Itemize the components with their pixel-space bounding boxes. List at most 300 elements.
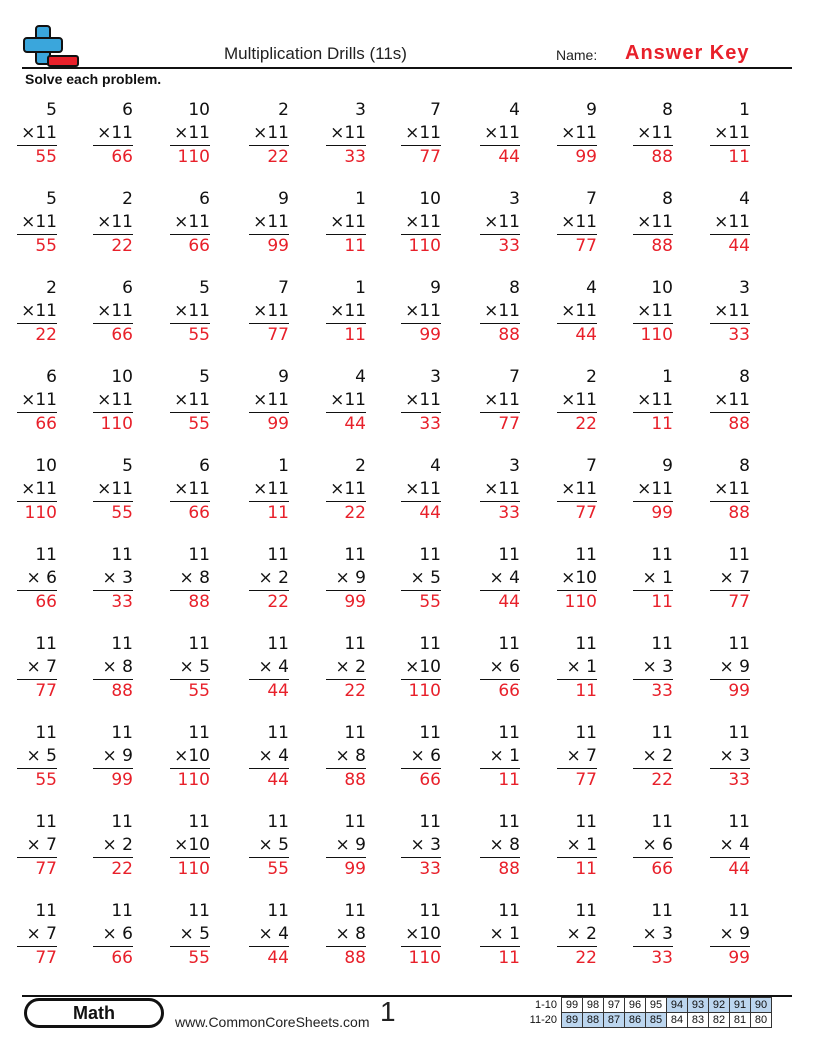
problem [557,811,597,881]
problem-top-number: 11 [498,723,520,743]
problem-top-number: 6 [122,278,133,298]
problem-top-number: 7 [586,456,597,476]
problem [557,633,597,703]
problem-top-number: 7 [509,367,520,387]
problem-multiplier: × 8 [170,567,210,591]
problem [326,277,366,347]
problem-multiplier: ×11 [170,211,210,235]
problem [17,277,57,347]
problem [633,544,673,614]
problem-top-number: 10 [651,278,673,298]
problem-answer: 66 [35,414,57,434]
problem-multiplier: × 1 [633,567,673,591]
problem-answer: 110 [408,948,441,968]
problem-multiplier: ×11 [170,300,210,324]
problem-multiplier: ×11 [249,389,289,413]
problem-answer: 99 [111,770,133,790]
problem-top-number: 11 [419,634,441,654]
problem-answer: 99 [267,414,289,434]
problem-top-number: 5 [46,100,57,120]
problem [326,900,366,970]
problem [401,188,441,258]
problem [17,811,57,881]
problem [249,544,289,614]
problem-answer: 110 [177,147,210,167]
problem-answer: 99 [419,325,441,345]
problem-multiplier: ×10 [401,656,441,680]
problem [710,722,750,792]
problem-multiplier: × 1 [557,656,597,680]
problem-answer: 44 [728,236,750,256]
problem [249,811,289,881]
score-cell: 96 [625,998,646,1013]
problem-multiplier: × 3 [633,923,673,947]
problem-answer: 33 [498,236,520,256]
problem [249,455,289,525]
problem [17,633,57,703]
problem-multiplier: ×11 [93,211,133,235]
score-cell: 87 [604,1013,625,1028]
problem-multiplier: × 6 [93,923,133,947]
problem-top-number: 11 [267,723,289,743]
problem-answer: 77 [498,414,520,434]
problem-top-number: 11 [651,634,673,654]
problem [557,722,597,792]
score-cell: 83 [688,1013,709,1028]
problem-top-number: 11 [575,634,597,654]
problem-top-number: 7 [430,100,441,120]
problem-top-number: 11 [188,723,210,743]
problem-top-number: 11 [35,723,57,743]
problem-multiplier: × 9 [326,567,366,591]
problem [17,99,57,169]
name-label: Name: [556,47,598,63]
score-cell: 99 [562,998,583,1013]
subject-badge: Math [24,998,164,1028]
problem-top-number: 4 [739,189,750,209]
problem [480,455,520,525]
problem-multiplier: × 6 [401,745,441,769]
problem-answer: 33 [419,414,441,434]
problem-top-number: 11 [419,545,441,565]
problem-answer: 22 [111,236,133,256]
problem-top-number: 3 [509,189,520,209]
problem-top-number: 11 [267,812,289,832]
score-cell: 97 [604,998,625,1013]
problem-multiplier: ×11 [557,389,597,413]
problem [326,722,366,792]
problem-answer: 33 [344,147,366,167]
problem-top-number: 11 [35,634,57,654]
score-cell: 90 [751,998,772,1013]
score-cell: 86 [625,1013,646,1028]
problem [17,366,57,436]
score-cell: 84 [667,1013,688,1028]
problem-multiplier: ×11 [401,211,441,235]
problem-multiplier: × 3 [93,567,133,591]
problem-top-number: 11 [111,812,133,832]
problem-multiplier: ×11 [480,300,520,324]
problem [710,455,750,525]
problem-multiplier: × 4 [710,834,750,858]
score-row [527,1013,772,1028]
problem-top-number: 4 [430,456,441,476]
problem-multiplier: ×11 [326,211,366,235]
problem-multiplier: ×11 [17,389,57,413]
problem-answer: 55 [111,503,133,523]
problem-multiplier: ×11 [710,478,750,502]
problem [93,277,133,347]
problem [633,722,673,792]
problem-top-number: 11 [498,901,520,921]
answer-key-label: Answer Key [625,42,750,64]
problem-top-number: 11 [111,545,133,565]
score-cell: 94 [667,998,688,1013]
problem-top-number: 7 [278,278,289,298]
logo [22,24,80,68]
problem [480,633,520,703]
problem-answer: 44 [498,147,520,167]
problem [401,544,441,614]
problem-answer: 77 [267,325,289,345]
problem-multiplier: ×11 [633,122,673,146]
problem-multiplier: ×11 [480,122,520,146]
problem-top-number: 11 [498,812,520,832]
problem [401,811,441,881]
problem [170,633,210,703]
problem-answer: 77 [419,147,441,167]
problem-top-number: 11 [575,812,597,832]
problem-top-number: 1 [739,100,750,120]
problem-answer: 33 [728,770,750,790]
problem-answer: 55 [419,592,441,612]
problem-multiplier: ×11 [401,389,441,413]
problem-top-number: 11 [344,723,366,743]
problem-top-number: 5 [199,367,210,387]
problem-multiplier: × 3 [710,745,750,769]
problem [480,544,520,614]
problem-multiplier: ×11 [170,389,210,413]
problem-top-number: 4 [509,100,520,120]
problem-top-number: 11 [35,901,57,921]
problem-answer: 77 [35,681,57,701]
problem-multiplier: ×11 [93,478,133,502]
problem-answer: 110 [564,592,597,612]
problem-answer: 55 [35,770,57,790]
problem-answer: 44 [267,948,289,968]
problem-multiplier: ×11 [249,211,289,235]
problem [93,188,133,258]
problem-top-number: 11 [188,812,210,832]
problem-answer: 55 [267,859,289,879]
problem [170,900,210,970]
problem-top-number: 6 [199,189,210,209]
problem-top-number: 11 [651,812,673,832]
problem [557,99,597,169]
problem [633,811,673,881]
problem-top-number: 11 [344,634,366,654]
problem-top-number: 6 [122,100,133,120]
problem-multiplier: ×11 [710,211,750,235]
problem-top-number: 4 [355,367,366,387]
problem-multiplier: × 2 [557,923,597,947]
problem [17,900,57,970]
problem-answer: 44 [267,681,289,701]
plus-minus-logo-icon [22,24,80,68]
problem-answer: 55 [188,948,210,968]
problem-multiplier: × 8 [480,834,520,858]
problem [557,366,597,436]
problem-multiplier: ×11 [93,389,133,413]
problem-top-number: 2 [278,100,289,120]
problem-multiplier: ×11 [480,478,520,502]
problem [710,633,750,703]
problem [401,366,441,436]
problem-top-number: 11 [728,545,750,565]
problem [401,277,441,347]
problem-multiplier: ×11 [17,300,57,324]
problem-answer: 99 [344,859,366,879]
problem-multiplier: × 8 [326,745,366,769]
problem [17,455,57,525]
problem-multiplier: × 3 [633,656,673,680]
problem-top-number: 11 [498,545,520,565]
problem-multiplier: ×11 [326,122,366,146]
problem [480,366,520,436]
problem-top-number: 9 [586,100,597,120]
problem-top-number: 8 [739,456,750,476]
problem-top-number: 3 [355,100,366,120]
score-cell: 98 [583,998,604,1013]
problem-answer: 88 [498,859,520,879]
problem-top-number: 11 [728,634,750,654]
problem [93,633,133,703]
problem-multiplier: ×11 [633,300,673,324]
problem-answer: 66 [111,948,133,968]
problem-top-number: 3 [509,456,520,476]
problem-multiplier: × 2 [93,834,133,858]
score-cell: 80 [751,1013,772,1028]
problem-answer: 11 [575,859,597,879]
problem-top-number: 11 [344,545,366,565]
problem [557,188,597,258]
problem-multiplier: ×10 [401,923,441,947]
problem-multiplier: × 2 [326,656,366,680]
problem-answer: 22 [35,325,57,345]
problem-top-number: 11 [651,901,673,921]
problem-answer: 66 [651,859,673,879]
problem [249,722,289,792]
problem-multiplier: × 8 [93,656,133,680]
problem-multiplier: × 1 [480,923,520,947]
problem-multiplier: × 5 [170,923,210,947]
problem-answer: 33 [728,325,750,345]
problem [557,544,597,614]
problem [633,900,673,970]
problem-top-number: 9 [662,456,673,476]
problem-top-number: 3 [430,367,441,387]
problem-multiplier: ×11 [401,122,441,146]
problem-top-number: 1 [355,189,366,209]
problem [326,99,366,169]
problem-top-number: 3 [739,278,750,298]
problem [326,366,366,436]
score-row [527,998,772,1013]
problem [326,544,366,614]
problem-top-number: 5 [122,456,133,476]
problem [326,188,366,258]
score-cell: 91 [730,998,751,1013]
problem [633,188,673,258]
problem-top-number: 11 [188,634,210,654]
problem-answer: 44 [575,325,597,345]
problem-answer: 77 [575,236,597,256]
problem-answer: 22 [575,948,597,968]
problem-multiplier: × 7 [557,745,597,769]
problem-top-number: 11 [419,901,441,921]
problem [710,900,750,970]
problem [710,811,750,881]
problem-answer: 110 [177,859,210,879]
problem-top-number: 2 [122,189,133,209]
problem-answer: 44 [728,859,750,879]
problem-top-number: 11 [267,901,289,921]
problem-top-number: 11 [188,901,210,921]
problem-answer: 44 [344,414,366,434]
problem-multiplier: ×11 [557,478,597,502]
problem-multiplier: ×11 [17,211,57,235]
problem [401,722,441,792]
problem-multiplier: × 4 [249,656,289,680]
problem-answer: 11 [344,325,366,345]
problem-answer: 11 [651,592,673,612]
problem-top-number: 11 [111,634,133,654]
problem-multiplier: ×11 [170,122,210,146]
problem [480,277,520,347]
problem-multiplier: × 1 [557,834,597,858]
problem-answer: 88 [344,770,366,790]
problem [93,544,133,614]
problem-top-number: 1 [662,367,673,387]
problem-answer: 66 [188,236,210,256]
problem-answer: 33 [111,592,133,612]
problem-answer: 99 [575,147,597,167]
problem [170,277,210,347]
problem-answer: 22 [267,592,289,612]
problem [401,455,441,525]
problem-top-number: 11 [267,634,289,654]
problem-answer: 33 [651,681,673,701]
problem-answer: 77 [575,503,597,523]
problem-top-number: 11 [35,812,57,832]
problem-multiplier: × 9 [710,656,750,680]
website-link[interactable]: www.CommonCoreSheets.com [175,1014,370,1030]
problem [170,366,210,436]
score-cell: 95 [646,998,667,1013]
problem-top-number: 11 [728,812,750,832]
problem-answer: 22 [111,859,133,879]
problem-multiplier: ×11 [710,389,750,413]
score-table [527,997,772,1028]
problem-multiplier: ×11 [710,300,750,324]
problem-top-number: 6 [46,367,57,387]
problem-answer: 88 [111,681,133,701]
problem-multiplier: × 6 [633,834,673,858]
problem [93,811,133,881]
problem-answer: 44 [267,770,289,790]
problem-multiplier: ×11 [557,300,597,324]
problem [633,455,673,525]
problem-top-number: 11 [111,723,133,743]
header-divider [22,67,792,69]
problem-answer: 66 [419,770,441,790]
problem-multiplier: × 5 [249,834,289,858]
problem-top-number: 5 [46,189,57,209]
problem-multiplier: × 6 [480,656,520,680]
problem-top-number: 8 [509,278,520,298]
problem-multiplier: × 4 [480,567,520,591]
problem-answer: 66 [35,592,57,612]
problem-top-number: 4 [586,278,597,298]
problem-multiplier: ×11 [633,211,673,235]
problem-answer: 110 [177,770,210,790]
problem-answer: 88 [651,147,673,167]
problem [480,99,520,169]
problem-top-number: 11 [344,812,366,832]
problem-multiplier: × 3 [401,834,441,858]
problem-answer: 44 [498,592,520,612]
problem-answer: 88 [498,325,520,345]
problem-answer: 11 [651,414,673,434]
problem-top-number: 11 [419,812,441,832]
problem [557,277,597,347]
problem-multiplier: ×10 [170,834,210,858]
problem-answer: 99 [344,592,366,612]
problem [326,455,366,525]
problem-multiplier: ×11 [93,300,133,324]
problem-top-number: 11 [651,545,673,565]
problem [710,188,750,258]
problem-multiplier: ×11 [17,478,57,502]
problem-multiplier: × 8 [326,923,366,947]
problem-answer: 77 [575,770,597,790]
problem-answer: 55 [188,414,210,434]
problem-top-number: 10 [419,189,441,209]
problem [249,188,289,258]
problem-answer: 11 [267,503,289,523]
problem-multiplier: ×11 [557,211,597,235]
problem [480,722,520,792]
problem-multiplier: ×11 [170,478,210,502]
problem [93,99,133,169]
problem [710,366,750,436]
problem-multiplier: × 7 [17,834,57,858]
problem [633,277,673,347]
problem [633,366,673,436]
problem-top-number: 11 [575,723,597,743]
problem-top-number: 11 [111,901,133,921]
problem-answer: 66 [188,503,210,523]
problem-top-number: 11 [419,723,441,743]
problem-multiplier: ×11 [480,211,520,235]
problem-multiplier: ×10 [170,745,210,769]
problem-multiplier: × 1 [480,745,520,769]
problem-multiplier: ×11 [633,389,673,413]
problem-multiplier: ×11 [17,122,57,146]
problem-answer: 11 [498,948,520,968]
problem-top-number: 2 [355,456,366,476]
score-cell: 81 [730,1013,751,1028]
